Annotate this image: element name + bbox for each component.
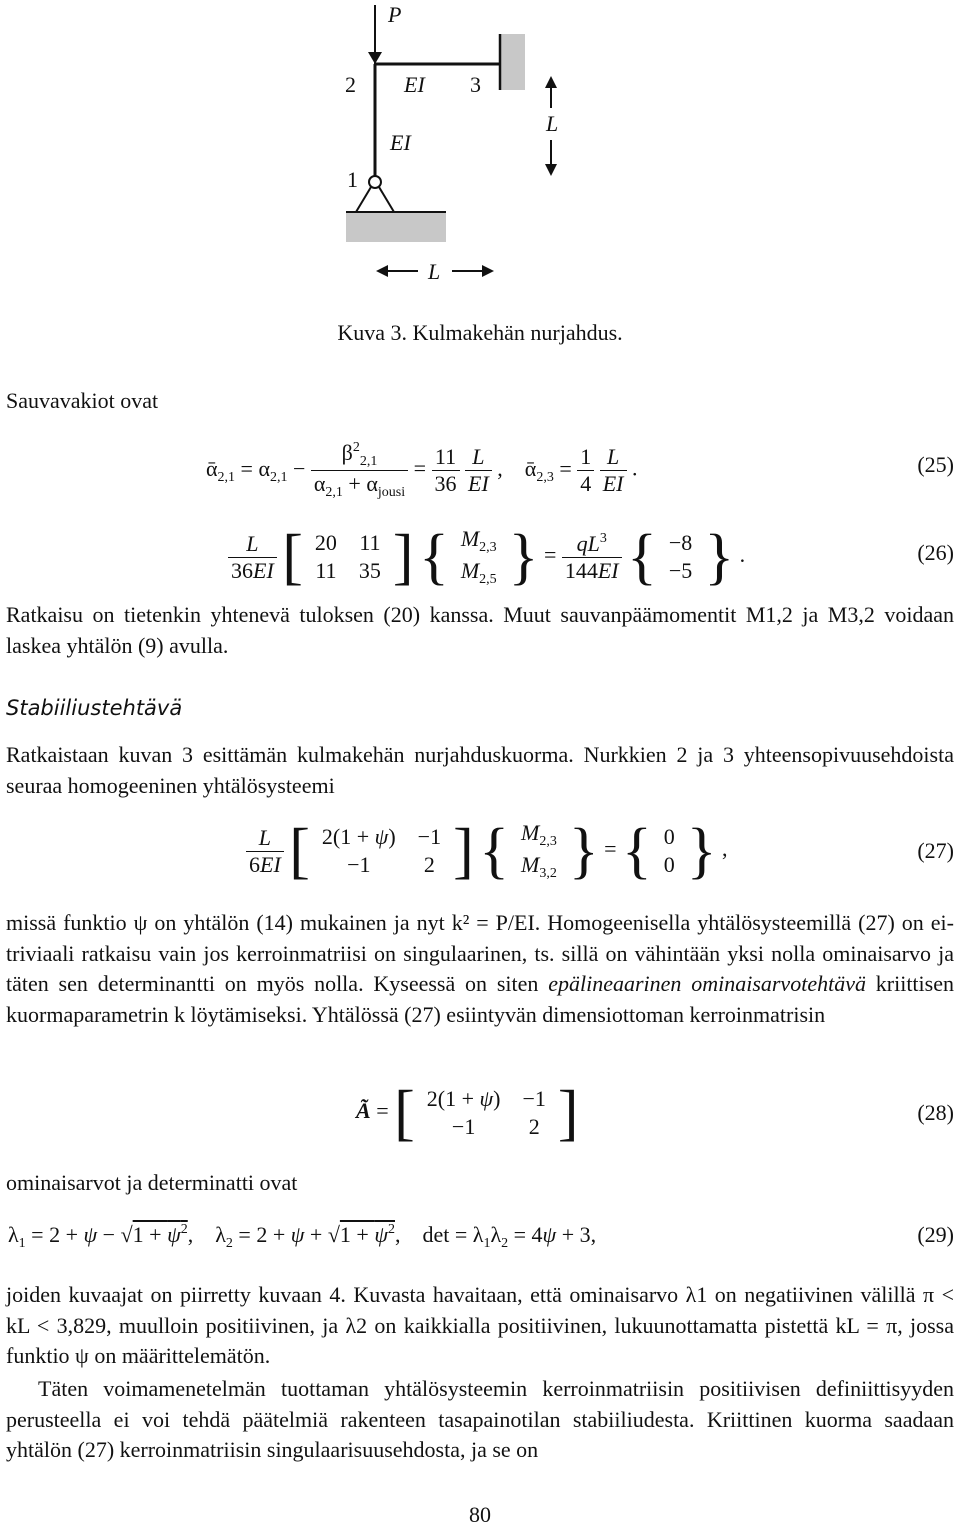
paragraph-eigenproblem-part2: kriittisen kuormaparametrin k löytämiseksi. Yhtälössä (27) esiintyvän dimensiottoman kerroinmatrisin bbox=[6, 971, 954, 1027]
equation-29: $\lambda_1 = 2 + \psi - √1 + \psi^2$, $\lambda_2 = 2 + \psi + √1 + \psi^2$, $\det = \lambda_1\lambda_2 = 4\psi + 3$, bbox=[8, 1222, 597, 1251]
paragraph-eigen-plots: joiden kuvaajat on piirretty kuvaan 4. Kuvasta havaitaan, että ominaisarvo λ1 on negatiivinen välillä π < kL < 3,829, muulloin positiivinen, ja λ2 on kaikkialla positiivinen, lukuunottamatta pistettä kL = π, jossa funktio ψ on määrittelemätön. bbox=[6, 1282, 954, 1369]
node-3-label: 3 bbox=[470, 72, 481, 97]
fixed-support bbox=[500, 34, 525, 90]
section-heading: Stabiiliustehtävä bbox=[6, 696, 183, 720]
node-1-label: 1 bbox=[347, 167, 358, 192]
column-ei-label: EI bbox=[390, 130, 411, 155]
frame-buckling-figure bbox=[0, 0, 960, 300]
vertical-length-label: L bbox=[546, 111, 559, 136]
equation-28: Ã = [ 2(1 + ψ) −1 −1 2 ] bbox=[356, 1079, 579, 1147]
equation-26: $\frac{L}{36EI}$ [ 20 11 11 35 ] { $M_{2,3}$ $M_{2,5}$ } = $\frac{qL^3}{144EI}$ { −8 −5 } . bbox=[228, 524, 745, 590]
paragraph-eigenproblem bbox=[6, 908, 954, 1030]
load-label: P bbox=[388, 2, 402, 27]
equation-29-number: (29) bbox=[917, 1222, 954, 1247]
paragraph-stability-intro: Ratkaistaan kuvan 3 esittämän kulmakehän nurjahduskuorma. Nurkkien 2 ja 3 yhteensopivuusehdoista seuraa homogeeninen yhtälösysteemi bbox=[6, 742, 954, 798]
equation-25-number: (25) bbox=[917, 452, 954, 477]
equation-27: $\frac{L}{6EI}$ [ 2(1 + ψ) −1 −1 2 ] { $M_{2,3}$ $M_{3,2}$ } = { 0 0 } , bbox=[246, 818, 728, 884]
load-arrow bbox=[368, 5, 382, 64]
paragraph-result: Ratkaisu on tietenkin yhtenevä tuloksen (20) kanssa. Muut sauvanpäämomentit M1,2 ja M3,2 voidaan laskea yhtälön (9) avulla. bbox=[6, 602, 954, 658]
paragraph-eigenproblem-emphasis: epälineaarinen ominaisarvotehtävä bbox=[548, 971, 866, 997]
figure-caption: Kuva 3. Kulmakehän nurjahdus. bbox=[337, 320, 623, 345]
equation-26-number: (26) bbox=[917, 540, 954, 565]
equation-27-number: (27) bbox=[917, 838, 954, 863]
page-number: 80 bbox=[469, 1502, 491, 1527]
intro-paragraph: Sauvavakiot ovat bbox=[6, 388, 159, 413]
paragraph-eigenvalues: ominaisarvot ja determinatti ovat bbox=[6, 1170, 298, 1195]
horizontal-length-label: L bbox=[428, 259, 441, 284]
equation-25: ᾱ$_{2,1}$ = $\alpha_{2,1}$ − $\frac{\beta^2_{2,1}}{\alpha_{2,1} + \alpha_{jousi}}$ = $\frac{11}{36}$ $\frac{L}{EI}$ , ᾱ$_{2,3}$ = $\frac{1}{4}$ $\frac{L}{EI}$ . bbox=[206, 440, 638, 500]
pinned-support bbox=[346, 176, 446, 242]
paragraph-eigenproblem-part1: missä funktio ψ on yhtälön (14) mukainen ja nyt k² = P/EI. Homogeenisella yhtälösysteemillä (27) on ei-triviaali ratkaisu vain jos kerroinmatriisi on singulaarinen, ts. sillä on vähintään yksi nolla ominaisarvo ja täten sen determinantti on myös nolla. Kyseessä on siten bbox=[6, 910, 954, 997]
paragraph-conclusion: Täten voimamenetelmän tuottaman yhtälösysteemin kerroinmatriisin positiivisen definiittisyyden perusteella ei voi tehdä päätelmiä rakenteen tasapainotilan stabiiliudesta. Kriittinen kuorma saadaan yhtälön (27) kerroinmatriisin singulaarisuusehdosta, ja se on bbox=[6, 1376, 954, 1463]
equation-28-number: (28) bbox=[917, 1100, 954, 1125]
beam-ei-label: EI bbox=[404, 72, 425, 97]
node-2-label: 2 bbox=[345, 72, 356, 97]
